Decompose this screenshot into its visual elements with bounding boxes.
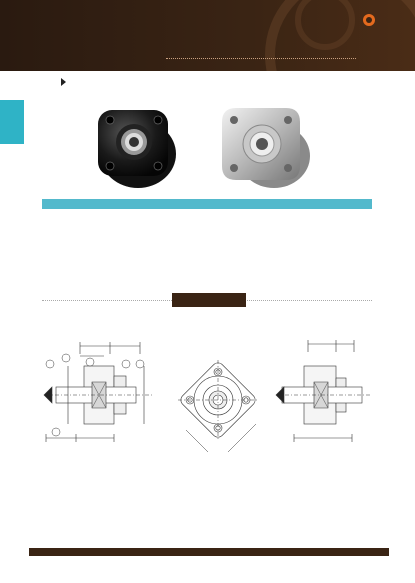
- logo-mark-icon: [363, 14, 375, 26]
- brand-logo: [363, 14, 379, 26]
- header-qty: [282, 199, 372, 209]
- fk-front-view-drawing: [168, 360, 268, 456]
- header-parts-no: [42, 199, 142, 209]
- page-footer: [29, 548, 389, 556]
- assembly-b-drawing: [274, 332, 374, 460]
- black-unit-photo: [90, 100, 180, 192]
- title-divider: [166, 58, 356, 59]
- page-header: [0, 0, 415, 71]
- specification-label: [172, 293, 246, 307]
- side-tab: [0, 100, 24, 144]
- product-heading: [61, 78, 70, 89]
- header-parts-name: [142, 199, 282, 209]
- parts-table-header: [42, 199, 372, 209]
- parts-table: [42, 199, 372, 209]
- silver-unit-photo: [216, 100, 316, 192]
- triangle-bullet-icon: [61, 78, 66, 86]
- assembly-a-drawing: [36, 332, 164, 460]
- specification-banner: [42, 300, 372, 308]
